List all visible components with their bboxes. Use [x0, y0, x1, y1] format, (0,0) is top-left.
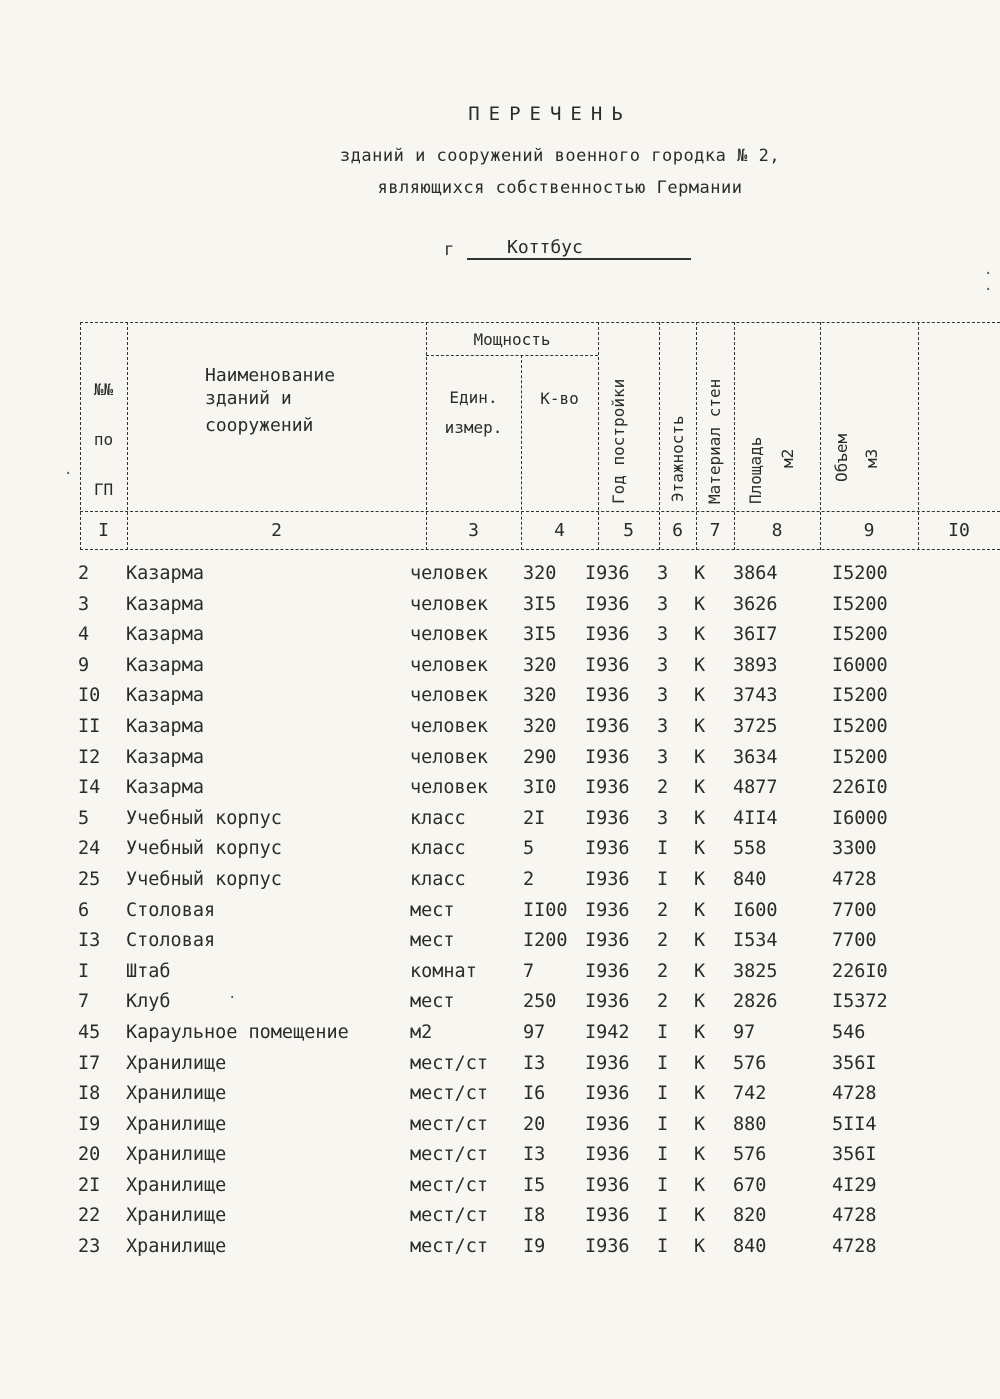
row-number: 2I [78, 1174, 101, 1196]
row-unit: мест [410, 899, 455, 921]
row-year: I936 [585, 777, 630, 799]
table-row [0, 563, 1000, 594]
row-floors: I [657, 1052, 669, 1074]
row-floors: I [657, 1236, 669, 1258]
row-unit: человек [410, 654, 488, 676]
header-top-rule [80, 322, 1000, 323]
row-qty: 320 [523, 685, 557, 707]
row-area: 36I7 [733, 624, 778, 646]
table-row [0, 838, 1000, 869]
row-year: I936 [585, 1083, 630, 1105]
row-material: К [694, 807, 706, 829]
header-qty: К-во [540, 389, 579, 408]
row-unit: человек [410, 777, 488, 799]
row-area: 742 [733, 1083, 767, 1105]
row-name: Казарма [126, 654, 204, 676]
row-volume: 4728 [832, 1236, 877, 1258]
row-unit: человек [410, 593, 488, 615]
row-qty: 320 [523, 563, 557, 584]
table-row [0, 1083, 1000, 1114]
column-number: 8 [771, 520, 783, 541]
row-material: К [694, 960, 706, 982]
column-number: I [98, 520, 109, 541]
header-number-line: ГП [93, 480, 114, 499]
row-name: Хранилище [126, 1236, 227, 1258]
row-area: 4II4 [733, 807, 778, 829]
table-row [0, 685, 1000, 716]
row-number: 3 [78, 593, 90, 615]
row-unit: мест/ст [410, 1052, 488, 1074]
row-name: Клуб [126, 991, 171, 1013]
row-floors: 2 [657, 991, 669, 1013]
column-number-rule [80, 549, 1000, 550]
header-area: Площадь [746, 436, 765, 504]
row-name: Казарма [126, 777, 204, 799]
row-number: 22 [78, 1205, 101, 1227]
row-number: I2 [78, 746, 101, 768]
table-body [0, 563, 1000, 1267]
table-row [0, 716, 1000, 747]
column-divider [598, 322, 599, 550]
header-name-line: сооружений [205, 415, 314, 436]
row-year: I936 [585, 1113, 630, 1135]
row-name: Казарма [126, 624, 204, 646]
row-year: I936 [585, 960, 630, 982]
row-unit: человек [410, 746, 488, 768]
row-year: I936 [585, 868, 630, 890]
column-divider [918, 322, 919, 550]
row-material: К [694, 1021, 706, 1043]
row-number: 45 [78, 1021, 101, 1043]
row-volume: I6000 [832, 654, 888, 676]
row-volume: 356I [832, 1052, 877, 1074]
row-name: Караульное помещение [126, 1021, 349, 1043]
row-floors: 2 [657, 930, 669, 952]
row-material: К [694, 563, 706, 584]
table-row [0, 1114, 1000, 1145]
row-volume: 7700 [832, 930, 877, 952]
header-bottom-rule [80, 511, 1000, 512]
row-qty: I6 [523, 1083, 546, 1105]
column-number: 4 [554, 520, 565, 541]
row-material: К [694, 1052, 706, 1074]
row-floors: I [657, 1113, 669, 1135]
row-material: К [694, 685, 706, 707]
header-number-line: №№ [93, 380, 114, 399]
row-area: 3743 [733, 685, 778, 707]
row-volume: I5200 [832, 746, 888, 768]
row-year: I936 [585, 563, 630, 584]
row-area: I534 [733, 930, 778, 952]
row-year: I936 [585, 1236, 630, 1258]
row-year: I936 [585, 593, 630, 615]
document-subtitle-line1: зданий и сооружений военного городка № 2, [339, 146, 781, 166]
row-material: К [694, 1144, 706, 1166]
row-area: 3725 [733, 715, 778, 737]
row-name: Столовая [126, 930, 216, 952]
column-divider [659, 322, 660, 550]
row-area: 3864 [733, 563, 778, 584]
row-number: 2 [78, 563, 90, 584]
row-floors: 2 [657, 899, 669, 921]
column-number: 6 [672, 520, 683, 541]
row-area: 576 [733, 1052, 767, 1074]
city-name: Коттбус [467, 237, 691, 260]
row-year: I936 [585, 1144, 630, 1166]
row-unit: мест [410, 991, 455, 1013]
row-number: I4 [78, 777, 101, 799]
row-name: Учебный корпус [126, 807, 282, 829]
row-area: 4877 [733, 777, 778, 799]
row-area: 880 [733, 1113, 767, 1135]
row-number: II [78, 715, 101, 737]
row-area: 3825 [733, 960, 778, 982]
row-year: I936 [585, 991, 630, 1013]
row-unit: класс [410, 868, 466, 890]
row-unit: человек [410, 685, 488, 707]
row-volume: 4728 [832, 868, 877, 890]
row-material: К [694, 838, 706, 860]
table-row [0, 1144, 1000, 1175]
row-unit: мест [410, 930, 455, 952]
row-floors: 3 [657, 807, 669, 829]
column-divider [734, 322, 735, 550]
row-unit: м2 [410, 1021, 433, 1043]
row-volume: 3300 [832, 838, 877, 860]
row-year: I936 [585, 1174, 630, 1196]
column-number: 9 [863, 520, 875, 541]
row-name: Казарма [126, 746, 204, 768]
row-unit: человек [410, 563, 488, 584]
row-volume: I5200 [832, 685, 888, 707]
row-year: I936 [585, 746, 630, 768]
row-unit: мест/ст [410, 1144, 488, 1166]
row-qty: 2 [523, 868, 535, 890]
document-subtitle-line2: являющихся собственностью Германии [377, 178, 743, 198]
row-unit: мест/ст [410, 1205, 488, 1227]
row-qty: I3 [523, 1144, 546, 1166]
table-row [0, 1236, 1000, 1267]
row-year: I936 [585, 899, 630, 921]
row-number: 20 [78, 1144, 101, 1166]
row-area: 840 [733, 1236, 767, 1258]
row-material: К [694, 654, 706, 676]
header-area-unit: м2 [778, 448, 797, 468]
row-floors: I [657, 1144, 669, 1166]
row-number: I7 [78, 1052, 101, 1074]
column-divider [127, 322, 128, 550]
row-area: 2826 [733, 991, 778, 1013]
row-area: 840 [733, 868, 767, 890]
row-name: Хранилище [126, 1083, 227, 1105]
row-year: I936 [585, 838, 630, 860]
row-year: I942 [585, 1021, 630, 1043]
row-number: 24 [78, 838, 101, 860]
row-qty: I9 [523, 1236, 546, 1258]
row-material: К [694, 868, 706, 890]
column-number: I0 [948, 520, 970, 541]
row-name: Казарма [126, 715, 204, 737]
table-row [0, 808, 1000, 839]
table-row [0, 930, 1000, 961]
row-volume: 5II4 [832, 1113, 877, 1135]
table-row [0, 1175, 1000, 1206]
row-year: I936 [585, 654, 630, 676]
row-number: I3 [78, 930, 101, 952]
row-qty: I200 [523, 930, 568, 952]
row-floors: 3 [657, 593, 669, 615]
table-row [0, 624, 1000, 655]
row-area: 3893 [733, 654, 778, 676]
row-number: 25 [78, 868, 101, 890]
row-area: 820 [733, 1205, 767, 1227]
table-row [0, 777, 1000, 808]
row-area: 3626 [733, 593, 778, 615]
row-material: К [694, 593, 706, 615]
row-year: I936 [585, 930, 630, 952]
header-name-line: зданий и [205, 388, 292, 409]
row-volume: I5200 [832, 715, 888, 737]
header-year: Год постройки [609, 378, 628, 504]
row-material: К [694, 1113, 706, 1135]
row-floors: 3 [657, 685, 669, 707]
row-material: К [694, 715, 706, 737]
row-year: I936 [585, 807, 630, 829]
row-area: 97 [733, 1021, 756, 1043]
header-unit-line: Един. [449, 388, 498, 407]
row-volume: 226I0 [832, 960, 888, 982]
header-name-line: Наименование [205, 365, 336, 386]
row-volume: 7700 [832, 899, 877, 921]
row-name: Хранилище [126, 1174, 227, 1196]
row-volume: 226I0 [832, 777, 888, 799]
header-number-col [80, 365, 127, 515]
row-qty: 20 [523, 1113, 546, 1135]
row-unit: мест/ст [410, 1236, 488, 1258]
table-row [0, 991, 1000, 1022]
table-row [0, 747, 1000, 778]
row-volume: I5200 [832, 593, 888, 615]
row-number: 4 [78, 624, 90, 646]
row-volume: 4728 [832, 1205, 877, 1227]
row-floors: I [657, 838, 669, 860]
row-qty: 3I5 [523, 624, 557, 646]
row-floors: I [657, 1205, 669, 1227]
table-row [0, 900, 1000, 931]
row-floors: I [657, 1174, 669, 1196]
column-number: 7 [709, 520, 721, 541]
row-number: I8 [78, 1083, 101, 1105]
row-name: Столовая [126, 899, 216, 921]
row-year: I936 [585, 715, 630, 737]
row-area: 558 [733, 838, 767, 860]
row-unit: мест/ст [410, 1083, 488, 1105]
row-number: I [78, 960, 90, 982]
row-material: К [694, 777, 706, 799]
row-volume: I5200 [832, 563, 888, 584]
row-number: 7 [78, 991, 90, 1013]
row-floors: 2 [657, 960, 669, 982]
row-number: 6 [78, 899, 90, 921]
row-material: К [694, 1236, 706, 1258]
row-qty: 7 [523, 960, 535, 982]
column-number: 2 [271, 520, 282, 541]
row-material: К [694, 1205, 706, 1227]
header-volume-unit: м3 [862, 448, 881, 468]
row-year: I936 [585, 685, 630, 707]
header-capacity: Мощность [473, 330, 551, 349]
row-volume: I6000 [832, 807, 888, 829]
row-area: 670 [733, 1174, 767, 1196]
row-volume: 4728 [832, 1083, 877, 1105]
row-area: I600 [733, 899, 778, 921]
header-number-line: по [93, 430, 114, 449]
document-title: ПЕРЕЧЕНЬ [468, 103, 632, 125]
row-material: К [694, 899, 706, 921]
row-volume: I5372 [832, 991, 888, 1013]
header-unit-col [426, 383, 521, 443]
row-qty: 290 [523, 746, 557, 768]
row-volume: I5200 [832, 624, 888, 646]
row-material: К [694, 930, 706, 952]
row-qty: 320 [523, 715, 557, 737]
row-floors: I [657, 1021, 669, 1043]
row-year: I936 [585, 1052, 630, 1074]
row-name: Хранилище [126, 1052, 227, 1074]
row-qty: 5 [523, 838, 535, 860]
table-row [0, 594, 1000, 625]
table-row [0, 1053, 1000, 1084]
row-floors: 2 [657, 777, 669, 799]
row-qty: 320 [523, 654, 557, 676]
row-name: Казарма [126, 593, 204, 615]
row-number: 23 [78, 1236, 101, 1258]
row-material: К [694, 1083, 706, 1105]
row-unit: комнат [410, 960, 477, 982]
column-number: 5 [623, 520, 634, 541]
row-unit: класс [410, 838, 466, 860]
table-row [0, 1205, 1000, 1236]
header-material: Материал стен [705, 378, 724, 504]
column-number: 3 [468, 520, 479, 541]
row-name: Хранилище [126, 1144, 227, 1166]
row-floors: 3 [657, 746, 669, 768]
capacity-rule [426, 355, 598, 356]
row-material: К [694, 746, 706, 768]
header-volume: Объем [832, 433, 851, 482]
row-year: I936 [585, 1205, 630, 1227]
row-volume: 546 [832, 1021, 866, 1043]
stray-mark: · · [984, 266, 993, 298]
row-floors: 3 [657, 563, 669, 584]
row-qty: I3 [523, 1052, 546, 1074]
row-number: I0 [78, 685, 101, 707]
row-unit: мест/ст [410, 1174, 488, 1196]
row-qty: 97 [523, 1021, 546, 1043]
row-name: Учебный корпус [126, 868, 282, 890]
row-name: Казарма [126, 563, 204, 584]
stray-mark: · [228, 990, 237, 1006]
row-area: 3634 [733, 746, 778, 768]
row-unit: человек [410, 715, 488, 737]
header-name-col [150, 362, 435, 439]
row-name: Хранилище [126, 1205, 227, 1227]
table-row [0, 961, 1000, 992]
row-qty: II00 [523, 899, 568, 921]
row-material: К [694, 624, 706, 646]
row-qty: 3I5 [523, 593, 557, 615]
row-floors: 3 [657, 715, 669, 737]
row-volume: 356I [832, 1144, 877, 1166]
row-qty: I8 [523, 1205, 546, 1227]
row-qty: 3I0 [523, 777, 557, 799]
row-unit: мест/ст [410, 1113, 488, 1135]
row-material: К [694, 1174, 706, 1196]
table-row [0, 869, 1000, 900]
city-prefix: г [444, 240, 455, 260]
row-qty: 2I [523, 807, 546, 829]
row-name: Штаб [126, 960, 171, 982]
column-divider [696, 322, 697, 550]
row-material: К [694, 991, 706, 1013]
row-unit: класс [410, 807, 466, 829]
stray-mark: · [64, 466, 73, 482]
row-floors: 3 [657, 624, 669, 646]
row-volume: 4I29 [832, 1174, 877, 1196]
row-name: Хранилище [126, 1113, 227, 1135]
table-row [0, 655, 1000, 686]
row-qty: I5 [523, 1174, 546, 1196]
row-floors: 3 [657, 654, 669, 676]
row-unit: человек [410, 624, 488, 646]
row-name: Учебный корпус [126, 838, 282, 860]
row-number: 5 [78, 807, 90, 829]
column-divider [820, 322, 821, 550]
table-row [0, 1022, 1000, 1053]
row-qty: 250 [523, 991, 557, 1013]
row-floors: I [657, 868, 669, 890]
row-area: 576 [733, 1144, 767, 1166]
row-year: I936 [585, 624, 630, 646]
row-floors: I [657, 1083, 669, 1105]
row-number: 9 [78, 654, 90, 676]
header-unit-line: измер. [444, 418, 503, 437]
header-floors: Этажность [668, 415, 687, 502]
row-name: Казарма [126, 685, 204, 707]
row-number: I9 [78, 1113, 101, 1135]
